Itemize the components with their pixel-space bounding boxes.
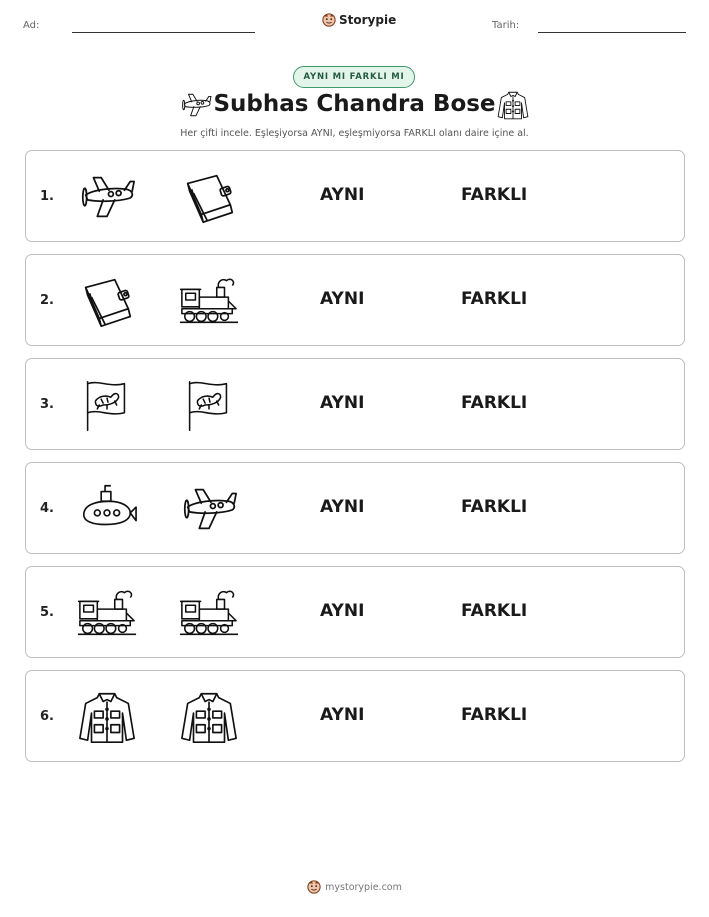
question-list — [25, 150, 685, 774]
question-row — [25, 150, 685, 242]
same-option[interactable]: AYNI — [320, 497, 365, 517]
question-row — [25, 254, 685, 346]
footer — [0, 880, 709, 894]
question-number: 4. — [40, 501, 54, 516]
name-line — [72, 32, 255, 33]
storypie-logo-icon — [322, 13, 336, 27]
flag-icon — [76, 377, 138, 433]
jacket-icon — [76, 689, 138, 745]
question-number: 1. — [40, 189, 54, 204]
same-option[interactable]: AYNI — [320, 705, 365, 725]
same-option[interactable]: AYNI — [320, 393, 365, 413]
worksheet-header — [0, 0, 709, 50]
flag-icon — [178, 377, 240, 433]
date-line — [538, 32, 686, 33]
jacket-icon — [496, 88, 530, 122]
jacket-icon — [178, 689, 240, 745]
storypie-logo-icon — [307, 880, 321, 894]
question-number: 5. — [40, 605, 54, 620]
question-number: 3. — [40, 397, 54, 412]
name-label: Ad: — [23, 20, 40, 31]
different-option[interactable]: FARKLI — [461, 601, 528, 621]
footer-url[interactable]: mystorypie.com — [325, 881, 402, 893]
question-row — [25, 566, 685, 658]
submarine-icon — [76, 481, 138, 537]
different-option[interactable]: FARKLI — [461, 705, 528, 725]
question-number: 2. — [40, 293, 54, 308]
activity-badge: AYNI MI FARKLI MI — [293, 66, 415, 88]
question-number: 6. — [40, 709, 54, 724]
train-icon — [178, 585, 240, 641]
question-row — [25, 670, 685, 762]
different-option[interactable]: FARKLI — [461, 393, 528, 413]
question-row — [25, 358, 685, 450]
same-option[interactable]: AYNI — [320, 289, 365, 309]
same-option[interactable]: AYNI — [320, 601, 365, 621]
date-label: Tarih: — [492, 20, 520, 31]
book-icon — [178, 169, 240, 225]
different-option[interactable]: FARKLI — [461, 185, 528, 205]
book-icon — [76, 273, 138, 329]
question-row — [25, 462, 685, 554]
different-option[interactable]: FARKLI — [461, 497, 528, 517]
page-title: Subhas Chandra Bose — [213, 91, 496, 117]
airplane-icon — [76, 169, 138, 225]
brand-name: Storypie — [339, 13, 397, 27]
train-icon — [76, 585, 138, 641]
airplane-icon — [178, 481, 240, 537]
same-option[interactable]: AYNI — [320, 185, 365, 205]
different-option[interactable]: FARKLI — [461, 289, 528, 309]
instructions: Her çifti incele. Eşleşiyorsa AYNI, eşleşmiyorsa FARKLI olanı daire içine al. — [180, 128, 529, 139]
brand-logo — [322, 13, 396, 27]
train-icon — [178, 273, 240, 329]
